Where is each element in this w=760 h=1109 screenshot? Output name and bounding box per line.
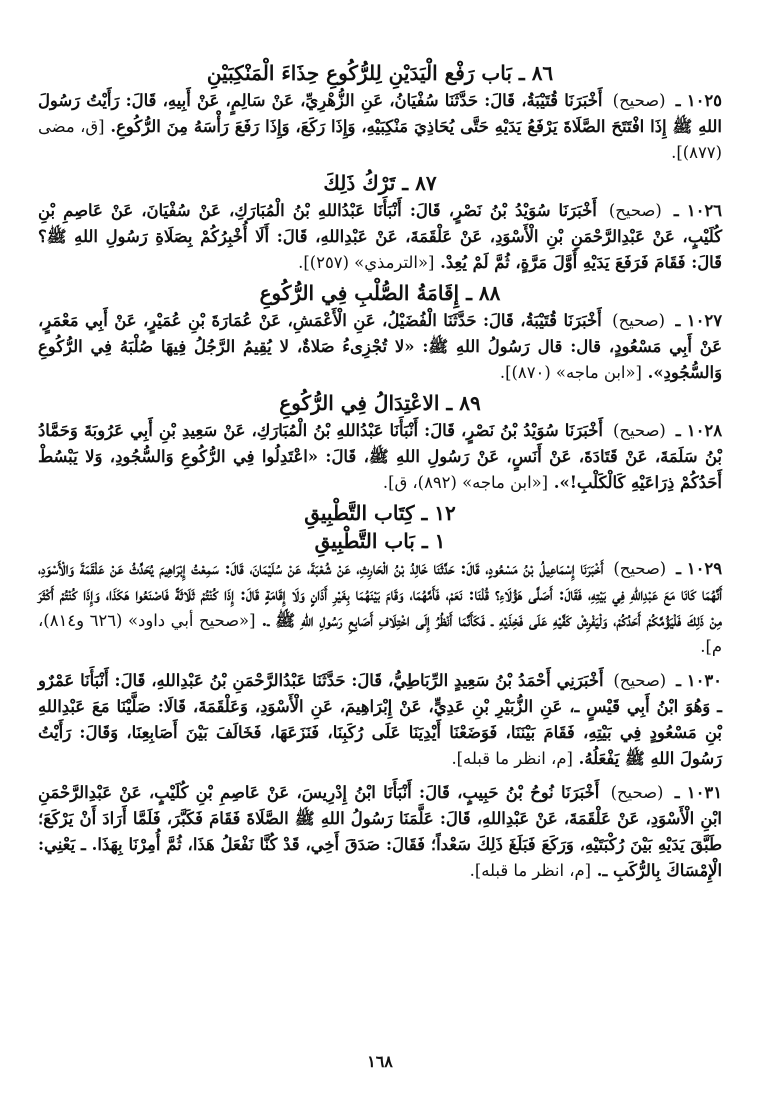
hadith-source: [م، انظر ما قبله]. xyxy=(469,861,592,880)
hadith-source: [م، انظر ما قبله]. xyxy=(451,749,573,768)
hadith-paragraph xyxy=(38,198,722,276)
hadith-grade: (صحيح) xyxy=(613,671,667,690)
hadith-number: ١٠٣١ ـ xyxy=(674,783,722,802)
section-heading: ٨٦ ـ بَاب رَفْع الْيَدَيْنِ لِلرُّكُوعِ حِذَاءَ الْمَنْكِبَيْنِ xyxy=(206,61,554,85)
section-heading: ٨٩ ـ الاعْتِدَالُ فِي الرُّكُوعِ xyxy=(279,391,481,415)
hadith-grade: (صحيح) xyxy=(613,421,666,440)
hadith-source: [«الترمذي» (٢٥٧)]. xyxy=(298,253,435,272)
hadith-text: أَخْبَرَنَا قُتَيْبَةُ، قَالَ: حَدَّثَنَا الْفُضَيْلُ، عَنِ الْأَعْمَشِ، عَنْ عُمَارَةَ بْنِ عُمَيْرٍ، عَنْ أَبِي مَعْمَرٍ، عَنْ أَبِي مَسْعُودٍ، قال: قال رَسُولُ اللهِ ﷺ: «لا تُجْزِىءُ صَلاةٌ، لا يُقِيمُ الرَّجُلُ فِيهَا صُلْبَهُ فِي الرُّكُوعِ وَالسُّجُودِ». xyxy=(38,311,722,382)
hadith-grade: (صحيح) xyxy=(608,201,662,220)
hadith-paragraph xyxy=(38,556,722,660)
hadith-paragraph xyxy=(38,418,722,496)
hadith-number: ١٠٣٠ ـ xyxy=(676,671,722,690)
hadith-text: أَخْبَرَنَا إِسْمَاعِيلُ بْنُ مَسْعُودٍ، قَالَ: حَدَّثَنَا خَالِدُ بْنُ الْحَارِثِ، عَنْ شُعْبَةَ، عَنْ سُلَيْمَانَ، قَالَ: سَمِعْتُ إِبْرَاهِيمَ يُحَدِّثُ عَنْ عَلْقَمَةَ وَالْأَسْوَدِ، أَنَّهُمَا كَانَا مَعَ عَبْدِاللهِ فِي بَيْتِهِ، فَقَالَ: أَصَلَّى هَؤُلَاءِ؟ قُلْنَا: نَعَمْ، فَأَمَّهُمَا، وَقَامَ بَيْنَهُمَا بِغَيْرِ أَذَانٍ وَلَا إِقَامَةٍ قَالَ: إِذَا كُنْتُمْ ثَلَاثَةً فَاصْنَعُوا هَكَذَا، وَإِذَا كُنْتُمْ أَكْثَرَ مِنْ ذَلِكَ فَلْيَؤُمَّكُمْ أَحَدُكُمْ، وَلْيَفْرِشْ كَفَّيْهِ عَلَى فَخِذَيْهِ ـ فَكَأَنَّمَا أَنْظُرُ إِلَى اخْتِلَافِ أَصَابِعِ رَسُولِ اللهِ ﷺ ـ. xyxy=(38,559,722,630)
hadith-text: أَخْبَرَنَا قُتَيْبَةُ، قَالَ: حَدَّثَنَا سُفْيَانُ، عَنِ الزُّهْرِيِّ، عَنْ سَالِمٍ، عَنْ أَبِيهِ، قَالَ: رَأَيْتُ رَسُولَ اللهِ ﷺ إِذَا افْتَتَحَ الصَّلَاةَ يَرْفَعُ يَدَيْهِ حَتَّى يُحَاذِيَ مَنْكِبَيْهِ، وَإِذَا رَكَعَ، وَإِذَا رَفَعَ رَأْسَهُ مِنَ الرُّكُوعِ. xyxy=(38,91,722,136)
hadith-text: أَخْبَرَنَا نُوحُ بْنُ حَبِيبٍ، قَالَ: أَنْبَأَنَا ابْنُ إِدْرِيسَ، عَنْ عَاصِمِ بْنِ كُلَيْبٍ، عَنْ عَبْدِالرَّحْمَنِ ابْنِ الْأَسْوَدِ، عَنْ عَلْقَمَةَ، عَنْ عَبْدِاللهِ، قَالَ: عَلَّمَنَا رَسُولُ اللهِ ﷺ الصَّلَاةَ فَقَامَ فَكَبَّرَ، فَلَمَّا أَرَادَ أَنْ يَرْكَعَ؛ طَبَّقَ يَدَيْهِ بَيْنَ رُكْبَتَيْهِ، وَرَكَعَ فَبَلَغَ ذَلِكَ سَعْداً؛ فَقَالَ: صَدَقَ أَخِي، قَدْ كُنَّا نَفْعَلُ هَذَا، ثُمَّ أُمِرْنَا بِهَذَا. ـ يَعْنِي: الْإِمْسَاكَ بِالرُّكَبِ ـ. xyxy=(38,783,722,880)
hadith-paragraph xyxy=(38,780,722,884)
hadith-source: [«ابن ماجه» (٨٧٠)]. xyxy=(499,363,642,382)
hadith-number: ١٠٢٩ ـ xyxy=(676,559,722,578)
section-heading: ٨٨ ـ إِقَامَةُ الصُّلْبِ فِي الرُّكُوعِ xyxy=(259,281,501,305)
hadith-number: ١٠٢٥ ـ xyxy=(675,91,722,110)
hadith-grade: (صحيح) xyxy=(612,311,665,330)
page-number: ١٦٨ xyxy=(367,1052,393,1071)
hadith-source: [«ابن ماجه» (٨٩٢)، ق]. xyxy=(382,473,549,492)
section-heading: ١ ـ بَاب التَّطْبِيقِ xyxy=(314,529,446,553)
hadith-number: ١٠٢٨ ـ xyxy=(675,421,722,440)
hadith-number: ١٠٢٦ ـ xyxy=(673,201,722,220)
hadith-text: أَخْبَرَنِي أَحْمَدُ بْنُ سَعِيدٍ الرِّبَاطِيُّ، قَالَ: حَدَّثَنَا عَبْدُالرَّحْمَنِ بْنُ عَبْدِاللهِ، قَالَ: أَنْبَأَنَا عَمْرٌو ـ وَهُوَ ابْنُ أَبِي قَيْسٍ ـ، عَنِ الزُّبَيْرِ بْنِ عَدِيٍّ، عَنْ إِبْرَاهِيمَ، عَنِ الْأَسْوَدِ، وَعَلْقَمَةَ، قَالَا: صَلَّيْنَا مَعَ عَبْدِاللهِ بْنِ مَسْعُودٍ فِي بَيْتِهِ، فَقَامَ بَيْنَنَا، فَوَضَعْنَا أَيْدِيَنَا عَلَى رُكَبِنَا، فَنَزَعَهَا، فَخَالَفَ بَيْنَ أَصَابِعِنَا، وَقَالَ: رَأَيْتُ رَسُولَ اللهِ ﷺ يَفْعَلُهُ. xyxy=(38,671,722,768)
hadith-paragraph xyxy=(38,88,722,166)
hadith-source: [ق، مضى (٨٧٧)]. xyxy=(38,117,722,162)
section-heading: ٨٧ ـ تَرْكُ ذَلِكَ xyxy=(323,171,437,195)
hadith-text: أَخْبَرَنَا سُوَيْدُ بْنُ نَصْرٍ، قَالَ: أَنْبَأَنَا عَبْدُاللهِ بْنُ الْمُبَارَكِ، عَنْ سُفْيَانَ، عَنْ عَاصِمِ بْنِ كُلَيْبٍ، عَنْ عَبْدِالرَّحْمَنِ بْنِ الْأَسْوَدِ، عَنْ عَلْقَمَةَ، عَنْ عَبْدِاللهِ، قَالَ: أَلَا أُخْبِرُكُمْ بِصَلَاةِ رَسُولِ اللهِ ﷺ؟ قَالَ: فَقَامَ فَرَفَعَ يَدَيْهِ أَوَّلَ مَرَّةٍ، ثُمَّ لَمْ يُعِدْ. xyxy=(38,201,722,272)
hadith-text: أَخْبَرَنَا سُوَيْدُ بْنُ نَصْرٍ، قَالَ: أَنْبَأَنَا عَبْدُاللهِ بْنُ الْمُبَارَكِ، عَنْ سَعِيدِ بْنِ أَبِي عَرُوبَةَ وَحَمَّادُ بْنُ سَلَمَةَ، عَنْ قَتَادَةَ، عَنْ أَنَسٍ، عَنْ رَسُولِ اللهِ ﷺ، قَالَ: «اعْتَدِلُوا فِي الرُّكُوعِ وَالسُّجُودِ، وَلا يَبْسُطْ أَحَدُكُمْ ذِرَاعَيْهِ كَالْكَلْبِ!». xyxy=(38,421,722,492)
hadith-paragraph xyxy=(38,308,722,386)
hadith-grade: (صحيح) xyxy=(613,559,667,578)
hadith-grade: (صحيح) xyxy=(610,783,664,802)
page-content xyxy=(38,60,722,884)
section-heading: ١٢ ـ كِتَاب التَّطْبِيقِ xyxy=(304,501,456,525)
hadith-source: [«صحيح أبي داود» (٦٢٦ و٨١٤)، م]. xyxy=(38,611,722,656)
hadith-number: ١٠٢٧ ـ xyxy=(675,311,722,330)
hadith-paragraph xyxy=(38,668,722,772)
hadith-grade: (صحيح) xyxy=(612,91,666,110)
